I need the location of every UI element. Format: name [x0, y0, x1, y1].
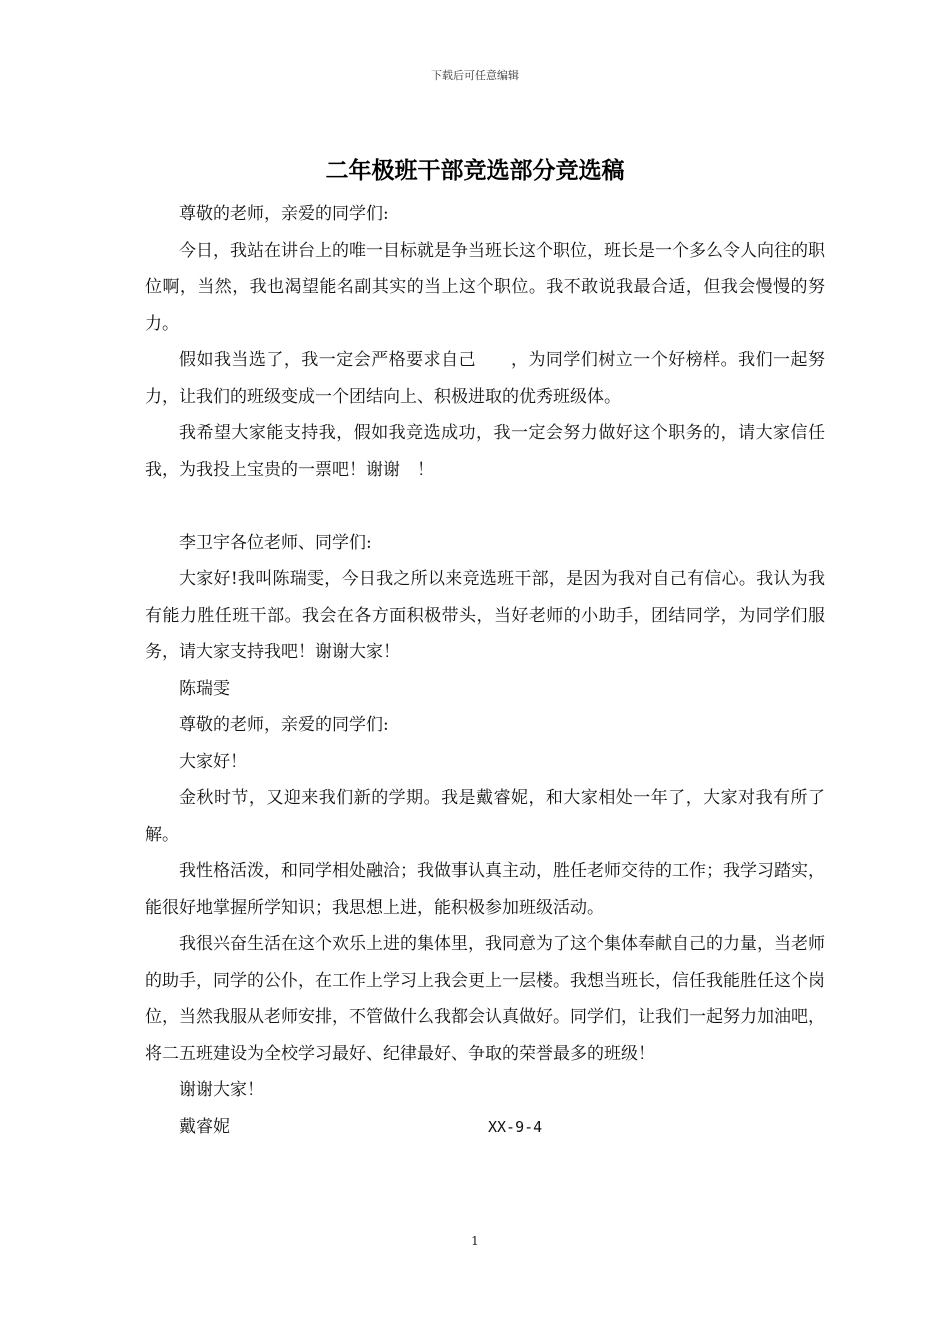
header-note: 下载后可任意编辑 [431, 69, 519, 82]
paragraph: 今日，我站在讲台上的唯一目标就是争当班长这个职位，班长是一个多么令人向往的职位啊，当然，我也渴望能名副其实的当上这个职位。我不敢说我最合适，但我会慢慢的努力。 [145, 240, 825, 334]
signature-row [145, 1109, 825, 1146]
paragraph: 金秋时节，又迎来我们新的学期。我是戴睿妮，和大家相处一年了，大家对我有所了解。 [145, 788, 825, 845]
blank-line [145, 488, 825, 525]
paragraph: 大家好!我叫陈瑞雯，今日我之所以来竞选班干部，是因为我对自己有信心。我认为我有能力胜任班干部。我会在各方面积极带头，当好老师的小助手，团结同学，为同学们服务，请大家支持我吧！谢谢大家！ [145, 569, 825, 662]
signature-name: 戴睿妮 [179, 1116, 230, 1137]
document-title: 二年极班干部竞选部分竞选稿 [325, 158, 625, 184]
paragraph: 尊敬的老师，亲爱的同学们: [179, 204, 389, 224]
paragraph: 李卫宇各位老师、同学们: [179, 532, 372, 553]
page-number: 1 [471, 1234, 479, 1248]
paragraph: 假如我当选了，我一定会严格要求自己 ，为同学们树立一个好榜样。我们一起努力，让我们的班级变成一个团结向上、积极进取的优秀班级体。 [145, 350, 825, 407]
signature-date: XX-9-4 [488, 1117, 543, 1136]
paragraph: 大家好！ [179, 751, 247, 772]
paragraph: 陈瑞雯 [179, 678, 230, 699]
paragraph: 尊敬的老师，亲爱的同学们: [179, 715, 389, 735]
paragraph: 谢谢大家！ [179, 1080, 264, 1100]
document-body [145, 196, 825, 1145]
paragraph: 我性格活泼，和同学相处融洽；我做事认真主动，胜任老师交待的工作；我学习踏实，能很好地掌握所学知识；我思想上进，能积极参加班级活动。 [145, 861, 825, 918]
paragraph: 我很兴奋生活在这个欢乐上进的集体里，我同意为了这个集体奉献自己的力量，当老师的助手，同学的公仆，在工作上学习上我会更上一层楼。我想当班长，信任我能胜任这个岗位，当然我服从老师安排，不管做什么我都会认真做好。同学们，让我们一起努力加油吧，将二五班建设为全校学习最好、纪律最好、争取的荣誉最多的班级！ [145, 934, 825, 1064]
paragraph: 我希望大家能支持我，假如我竞选成功，我一定会努力做好这个职务的，请大家信任我，为我投上宝贵的一票吧！谢谢 ！ [145, 423, 825, 480]
